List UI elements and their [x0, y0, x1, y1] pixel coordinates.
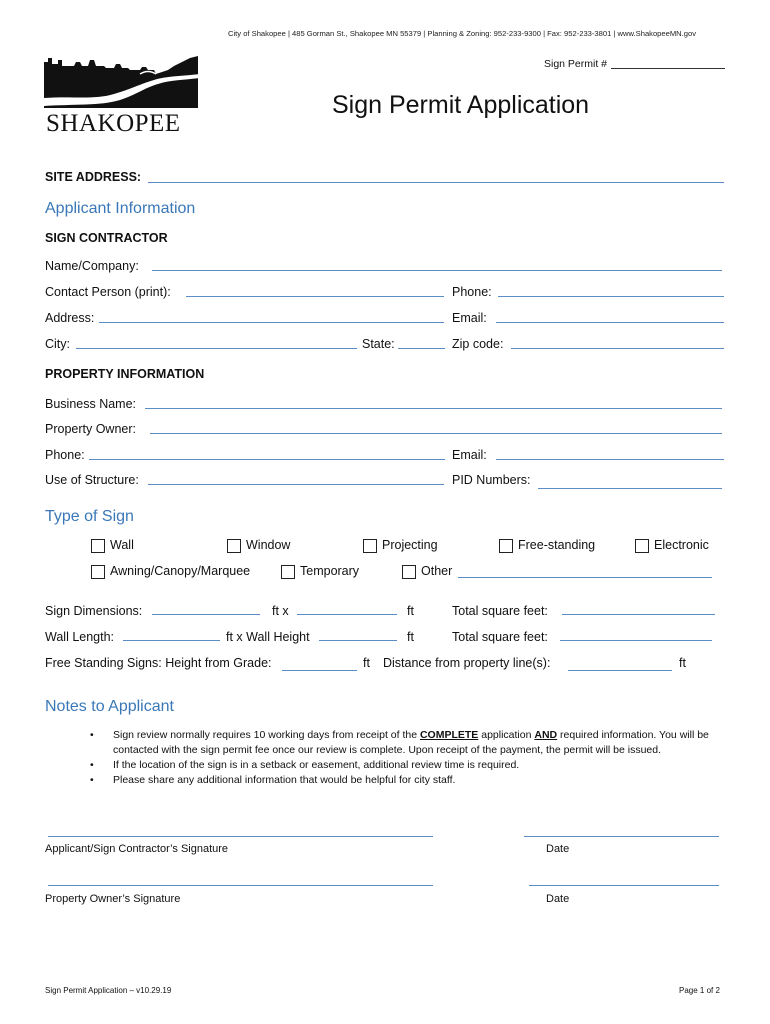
ft-x-label: ft x	[272, 604, 289, 618]
zip-code-label: Zip code:	[452, 337, 504, 351]
footer-version: Sign Permit Application – v10.29.19	[45, 986, 172, 995]
contact-info-line: City of Shakopee | 485 Gorman St., Shakopee MN 55379 | Planning & Zoning: 952-233-9300 | Fax: 952-233-3801 | www.ShakopeeMN.gov	[228, 29, 697, 38]
property-phone-field[interactable]	[89, 459, 445, 460]
wall-height-field[interactable]	[319, 640, 397, 641]
ft-label: ft	[407, 604, 414, 618]
projecting-checkbox[interactable]	[363, 539, 377, 553]
ft-label-4: ft	[679, 656, 686, 670]
total-square-feet-field[interactable]	[562, 614, 715, 615]
sign-dimensions-label: Sign Dimensions:	[45, 604, 143, 618]
applicant-information-heading: Applicant Information	[45, 200, 196, 217]
ft-label-3: ft	[363, 656, 370, 670]
wall-checkbox[interactable]	[91, 539, 105, 553]
other-label: Other	[421, 564, 453, 578]
ft-x-wall-height-label: ft x Wall Height	[226, 630, 310, 644]
free-standing-checkbox[interactable]	[499, 539, 513, 553]
zip-code-field[interactable]	[511, 348, 724, 349]
applicant-date-field[interactable]	[524, 836, 719, 837]
awning-canopy-marquee-label: Awning/Canopy/Marquee	[110, 564, 251, 578]
and-emphasis: AND	[534, 729, 558, 741]
note-item: • If the location of the sign is in a setback or easement, additional review time is required.	[90, 758, 720, 773]
property-email-field[interactable]	[496, 459, 724, 460]
wall-length-field[interactable]	[123, 640, 220, 641]
property-owner-date-label: Date	[546, 893, 570, 905]
sign-contractor-heading: SIGN CONTRACTOR	[45, 231, 168, 245]
wall-length-label: Wall Length:	[45, 630, 115, 644]
property-owner-signature-label: Property Owner’s Signature	[45, 893, 181, 905]
notes-list	[90, 728, 720, 788]
property-information-heading: PROPERTY INFORMATION	[45, 367, 205, 381]
contractor-address-label: Address:	[45, 311, 95, 325]
awning-canopy-marquee-checkbox[interactable]	[91, 565, 105, 579]
sign-permit-number-field[interactable]	[611, 68, 725, 69]
contractor-phone-field[interactable]	[498, 296, 724, 297]
total-square-feet-field-2[interactable]	[560, 640, 712, 641]
other-checkbox[interactable]	[402, 565, 416, 579]
total-square-feet-label-2: Total square feet:	[452, 630, 548, 644]
applicant-signature-label: Applicant/Sign Contractor’s Signature	[45, 843, 229, 855]
note-item: • Please share any additional information that would be helpful for city staff.	[90, 773, 720, 788]
contact-person-field[interactable]	[186, 296, 444, 297]
contractor-phone-label: Phone:	[452, 285, 492, 299]
applicant-date-label: Date	[546, 843, 570, 855]
notes-to-applicant-heading: Notes to Applicant	[45, 698, 174, 715]
complete-emphasis: COMPLETE	[419, 729, 479, 741]
ft-label-2: ft	[407, 630, 414, 644]
use-of-structure-label: Use of Structure:	[45, 473, 139, 487]
note-item: • Sign review normally requires 10 working days from receipt of the COMPLETE application AND required information. You will be contacted with the sign permit fee once our review is complete. Upon receipt of the payment, the permit will be issued.	[90, 728, 720, 758]
state-field[interactable]	[398, 348, 445, 349]
sign-height-field[interactable]	[297, 614, 397, 615]
temporary-checkbox[interactable]	[281, 565, 295, 579]
window-checkbox[interactable]	[227, 539, 241, 553]
window-label: Window	[246, 538, 291, 552]
contractor-email-label: Email:	[452, 311, 487, 325]
use-of-structure-field[interactable]	[148, 484, 444, 485]
pid-numbers-label: PID Numbers:	[452, 473, 531, 487]
business-name-label: Business Name:	[45, 397, 137, 411]
site-address-field[interactable]	[148, 182, 724, 183]
shakopee-logo	[44, 54, 200, 138]
property-owner-signature-field[interactable]	[48, 885, 433, 886]
distance-property-line-label: Distance from property line(s):	[383, 656, 551, 670]
electronic-label: Electronic	[654, 538, 709, 552]
property-phone-label: Phone:	[45, 448, 85, 462]
name-company-label: Name/Company:	[45, 259, 139, 273]
site-address-label: SITE ADDRESS:	[45, 170, 142, 184]
distance-property-line-field[interactable]	[568, 670, 672, 671]
free-standing-label: Free-standing	[518, 538, 596, 552]
temporary-label: Temporary	[300, 564, 360, 578]
business-name-field[interactable]	[145, 408, 722, 409]
city-label: City:	[45, 337, 70, 351]
height-from-grade-field[interactable]	[282, 670, 357, 671]
page-title: Sign Permit Application	[332, 91, 590, 119]
wall-label: Wall	[110, 538, 134, 552]
property-owner-label: Property Owner:	[45, 422, 137, 436]
property-owner-date-field[interactable]	[529, 885, 719, 886]
sign-width-field[interactable]	[152, 614, 260, 615]
city-field[interactable]	[76, 348, 357, 349]
contractor-email-field[interactable]	[496, 322, 724, 323]
sign-permit-number-label: Sign Permit #	[544, 58, 608, 70]
applicant-signature-field[interactable]	[48, 836, 433, 837]
name-company-field[interactable]	[152, 270, 722, 271]
contact-person-label: Contact Person (print):	[45, 285, 171, 299]
state-label: State:	[362, 337, 395, 351]
footer-page-number: Page 1 of 2	[679, 986, 720, 995]
property-owner-field[interactable]	[150, 433, 722, 434]
electronic-checkbox[interactable]	[635, 539, 649, 553]
projecting-label: Projecting	[382, 538, 438, 552]
logo-wordmark: SHAKOPEE	[46, 110, 181, 137]
total-square-feet-label: Total square feet:	[452, 604, 548, 618]
property-email-label: Email:	[452, 448, 487, 462]
free-standing-height-label: Free Standing Signs: Height from Grade:	[45, 656, 272, 670]
contractor-address-field[interactable]	[99, 322, 444, 323]
type-of-sign-heading: Type of Sign	[45, 508, 134, 525]
other-sign-type-field[interactable]	[458, 577, 712, 578]
pid-numbers-field[interactable]	[538, 488, 722, 489]
skyline-river-icon	[44, 54, 200, 114]
